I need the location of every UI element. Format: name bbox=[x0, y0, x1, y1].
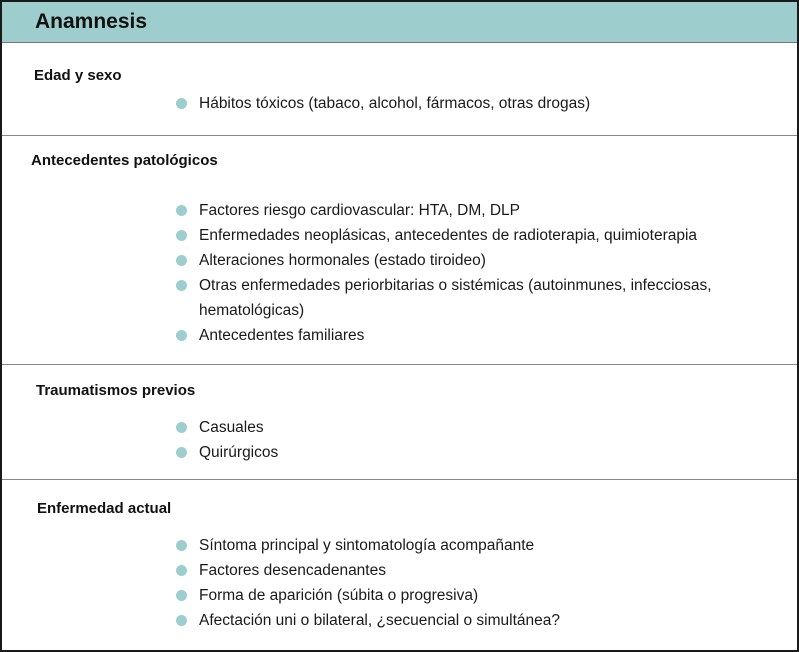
section-title: Enfermedad actual bbox=[37, 500, 172, 517]
item-list bbox=[174, 198, 759, 348]
bullet-icon bbox=[176, 447, 187, 458]
item-list bbox=[174, 533, 759, 633]
bullet-icon bbox=[176, 230, 187, 241]
bullet-icon bbox=[176, 280, 187, 291]
list-item: Enfermedades neoplásicas, antecedentes de radioterapia, quimioterapia bbox=[174, 223, 759, 248]
bullet-icon bbox=[176, 565, 187, 576]
list-item: Síntoma principal y sintomatología acompañante bbox=[174, 533, 759, 558]
section-edad-sexo bbox=[2, 43, 797, 136]
bullet-icon bbox=[176, 615, 187, 626]
section-enfermedad-actual bbox=[2, 480, 797, 650]
list-item: Otras enfermedades periorbitarias o sistémicas (autoinmunes, infecciosas, hematológicas) bbox=[174, 273, 759, 323]
bullet-icon bbox=[176, 540, 187, 551]
list-item: Antecedentes familiares bbox=[174, 323, 759, 348]
list-item: Quirúrgicos bbox=[174, 440, 759, 465]
bullet-icon bbox=[176, 590, 187, 601]
header-bar bbox=[2, 2, 797, 43]
bullet-icon bbox=[176, 98, 187, 109]
page-title: Anamnesis bbox=[35, 10, 148, 33]
bullet-icon bbox=[176, 255, 187, 266]
list-item: Hábitos tóxicos (tabaco, alcohol, fármacos, otras drogas) bbox=[174, 91, 759, 116]
section-antecedentes bbox=[2, 136, 797, 365]
bullet-icon bbox=[176, 330, 187, 341]
list-item: Alteraciones hormonales (estado tiroideo) bbox=[174, 248, 759, 273]
section-traumatismos bbox=[2, 365, 797, 480]
bullet-icon bbox=[176, 422, 187, 433]
list-item: Afectación uni o bilateral, ¿secuencial o simultánea? bbox=[174, 608, 759, 633]
section-title: Edad y sexo bbox=[34, 67, 122, 84]
list-item: Factores desencadenantes bbox=[174, 558, 759, 583]
list-item: Forma de aparición (súbita o progresiva) bbox=[174, 583, 759, 608]
list-item: Casuales bbox=[174, 415, 759, 440]
section-title: Traumatismos previos bbox=[36, 382, 196, 399]
list-item: Factores riesgo cardiovascular: HTA, DM, DLP bbox=[174, 198, 759, 223]
item-list bbox=[174, 91, 759, 116]
bullet-icon bbox=[176, 205, 187, 216]
item-list bbox=[174, 415, 759, 465]
section-title: Antecedentes patológicos bbox=[31, 152, 218, 169]
